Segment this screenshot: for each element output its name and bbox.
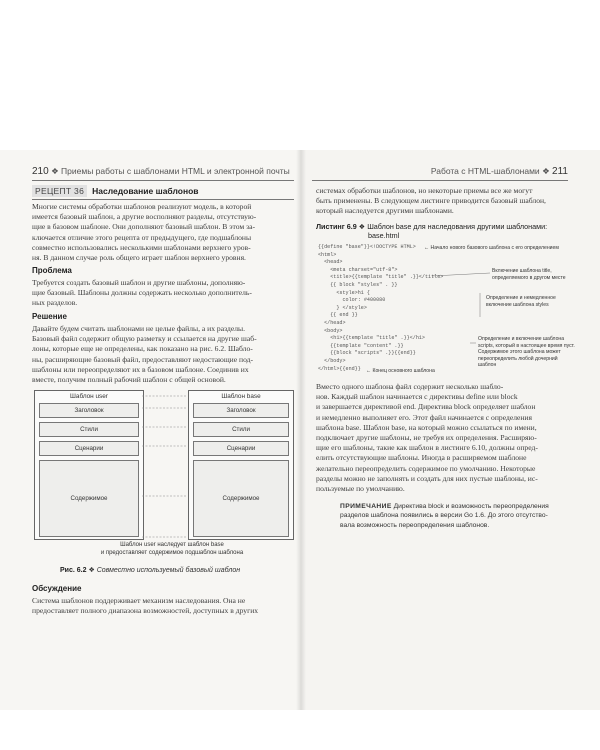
right-page-number: 211 (552, 166, 568, 177)
right-top-paragraph: системах обработки шаблонов, но некоторые приемы все же могут быть применены. В следующем листинге приводится базовый шаблон, который наследуется другими шаблонами. (316, 186, 546, 216)
user-template-title: Шаблон user (70, 393, 108, 400)
left-page-number: 210 (32, 166, 49, 177)
base-template-box (188, 390, 294, 540)
annotation-base-end: ← Конец основного шаблона (366, 368, 435, 374)
discussion-paragraph: Система шаблонов поддерживает механизм наследования. Она не предоставляет полного диапазона возможностей, доступных в других (32, 596, 259, 616)
annotation-leaders (430, 265, 496, 365)
intro-paragraph: Многие системы обработки шаблонов реализуют модель, в которой имеется базовый шаблон, а другие восполняют разделы, отсутствую- щие в базовом шаблоне. Они дополняют базовый шаблон. В этом за- ключается отличие этого рецепта от предыдущего, где подшаблоны совместно использовались несколькими шаблонами верхнего уров- ня. В данном случае роль общего играет шаблон верхнего уровня. (32, 202, 257, 263)
header-rule (312, 180, 568, 181)
diamond-icon: ❖ (88, 567, 97, 574)
header-rule (32, 180, 294, 181)
figure-caption-text: Совместно используемый базовый шаблон (96, 567, 241, 574)
user-template-box (34, 390, 144, 540)
user-scripts-cell: Сценарии (39, 441, 139, 456)
listing-title: Шаблон base для наследования другими шаблонами: (367, 222, 548, 231)
note-line-3: вала возможность переопределения шаблонов. (340, 521, 490, 529)
note-label: ПРИМЕЧАНИЕ (340, 503, 392, 510)
base-content-cell: Содержимое (193, 460, 289, 537)
right-running-header (431, 166, 568, 177)
diamond-icon: ❖ (51, 166, 62, 176)
base-header-cell: Заголовок (193, 403, 289, 418)
solution-paragraph: Давайте будем считать шаблонами не целые файлы, а их разделы. Базовый файл содержит общую разметку и ссылается на другие шаб- лоны, которые еще не определены, как показано на рис. 6.2. Шабло- ны, расширяющие базовый файл, предоставляют недостающие под- шаблоны или переопределяют их в базовом шаблоне. Соединив их вместе, получим полный рабочий шаблон с общей основой. (32, 324, 257, 385)
solution-heading: Решение (32, 312, 67, 321)
note-block (340, 502, 570, 530)
code-listing: {{define "base"}}<!DOCTYPE HTML> <html> <head> <meta charset="utf-8"> <title>{{template "title" .}}</title> {{ block "styles" . }} <style>h1 { color: #400080 } </style> {{ end }} </head> <body> <h1>{{template "title" .}}</h1> {{template "content" .}} {{block "scripts" .}}{{end}} </body> </html>{{end}} (318, 244, 444, 372)
listing-heading (316, 222, 572, 240)
annotation-base-start: ← Начало нового базового шаблона с его определением (424, 245, 559, 251)
figure-label: Рис. 6.2 (60, 567, 87, 574)
note-line-2: разделов шаблона появились в версии Go 1.6. До этого отсутство- (340, 512, 548, 520)
book-spread (0, 150, 600, 710)
annotation-title: Включение шаблона title, определяемого в другом месте (492, 268, 566, 281)
recipe-title: Наследование шаблонов (92, 186, 199, 196)
recipe-tag: РЕЦЕПТ 36 (32, 185, 87, 197)
right-header-title: Работа с HTML-шаблонами (430, 166, 540, 176)
user-header-cell: Заголовок (39, 403, 139, 418)
left-running-header (32, 166, 290, 177)
diagram-caption: Шаблон user наследует шаблон base и предоставляет содержимое подшаблон шаблона (100, 542, 244, 556)
discussion-heading: Обсуждение (32, 584, 82, 593)
problem-heading: Проблема (32, 266, 72, 275)
note-line-1: Директива block и возможность переопределения (393, 503, 549, 510)
annotation-scripts: Определение и включение шаблона scripts, который в настоящее время пуст. Содержимое этого шаблона может переопределить любой дочерний шаблон (478, 336, 575, 369)
figure-caption (60, 566, 240, 574)
base-scripts-cell: Сценарии (193, 441, 289, 456)
right-body-paragraph: Вместо одного шаблона файл содержит несколько шабло- нов. Каждый шаблон начинается с директивы define или block и завершается директивой end. Директива block определяет шаблон и немедленно выполняет его. Этот файл начинается с определения шаблона base. Шаблон base, на который можно ссылаться по имени, подключает другие шаблоны, не требуя их определения. Расширяю- щие его шаблоны, такие как шаблон в листинге 6.10, должны опред- елить отсутствующие шаблоны. Иногда в расширяемом шаблоне желательно переопределить содержимое по умолчанию. Некоторые разделы можно не заполнять и создать для них пустые шаблоны, ис- пользуемые по умолчанию. (316, 382, 538, 494)
problem-paragraph: Требуется создать базовый шаблон и другие шаблоны, дополняю- щие базовый. Шаблоны должны содержать несколько дополнитель- ных разделов. (32, 278, 252, 308)
diamond-icon: ❖ (542, 166, 553, 176)
base-template-title: Шаблон base (221, 393, 261, 400)
base-styles-cell: Стили (193, 422, 289, 437)
left-page (0, 150, 300, 710)
listing-file: base.html (368, 231, 400, 240)
book-gutter (296, 150, 306, 710)
left-header-title: Приемы работы с шаблонами HTML и электронной почты (61, 166, 290, 176)
user-content-cell: Содержимое (39, 460, 139, 537)
recipe-heading (32, 186, 294, 200)
inheritance-arrows (142, 390, 192, 538)
diamond-icon: ❖ (358, 222, 368, 231)
listing-label: Листинг 6.9 (316, 222, 357, 231)
annotation-styles: Определение и немедленное включение шаблона styles (486, 295, 556, 308)
user-styles-cell: Стили (39, 422, 139, 437)
